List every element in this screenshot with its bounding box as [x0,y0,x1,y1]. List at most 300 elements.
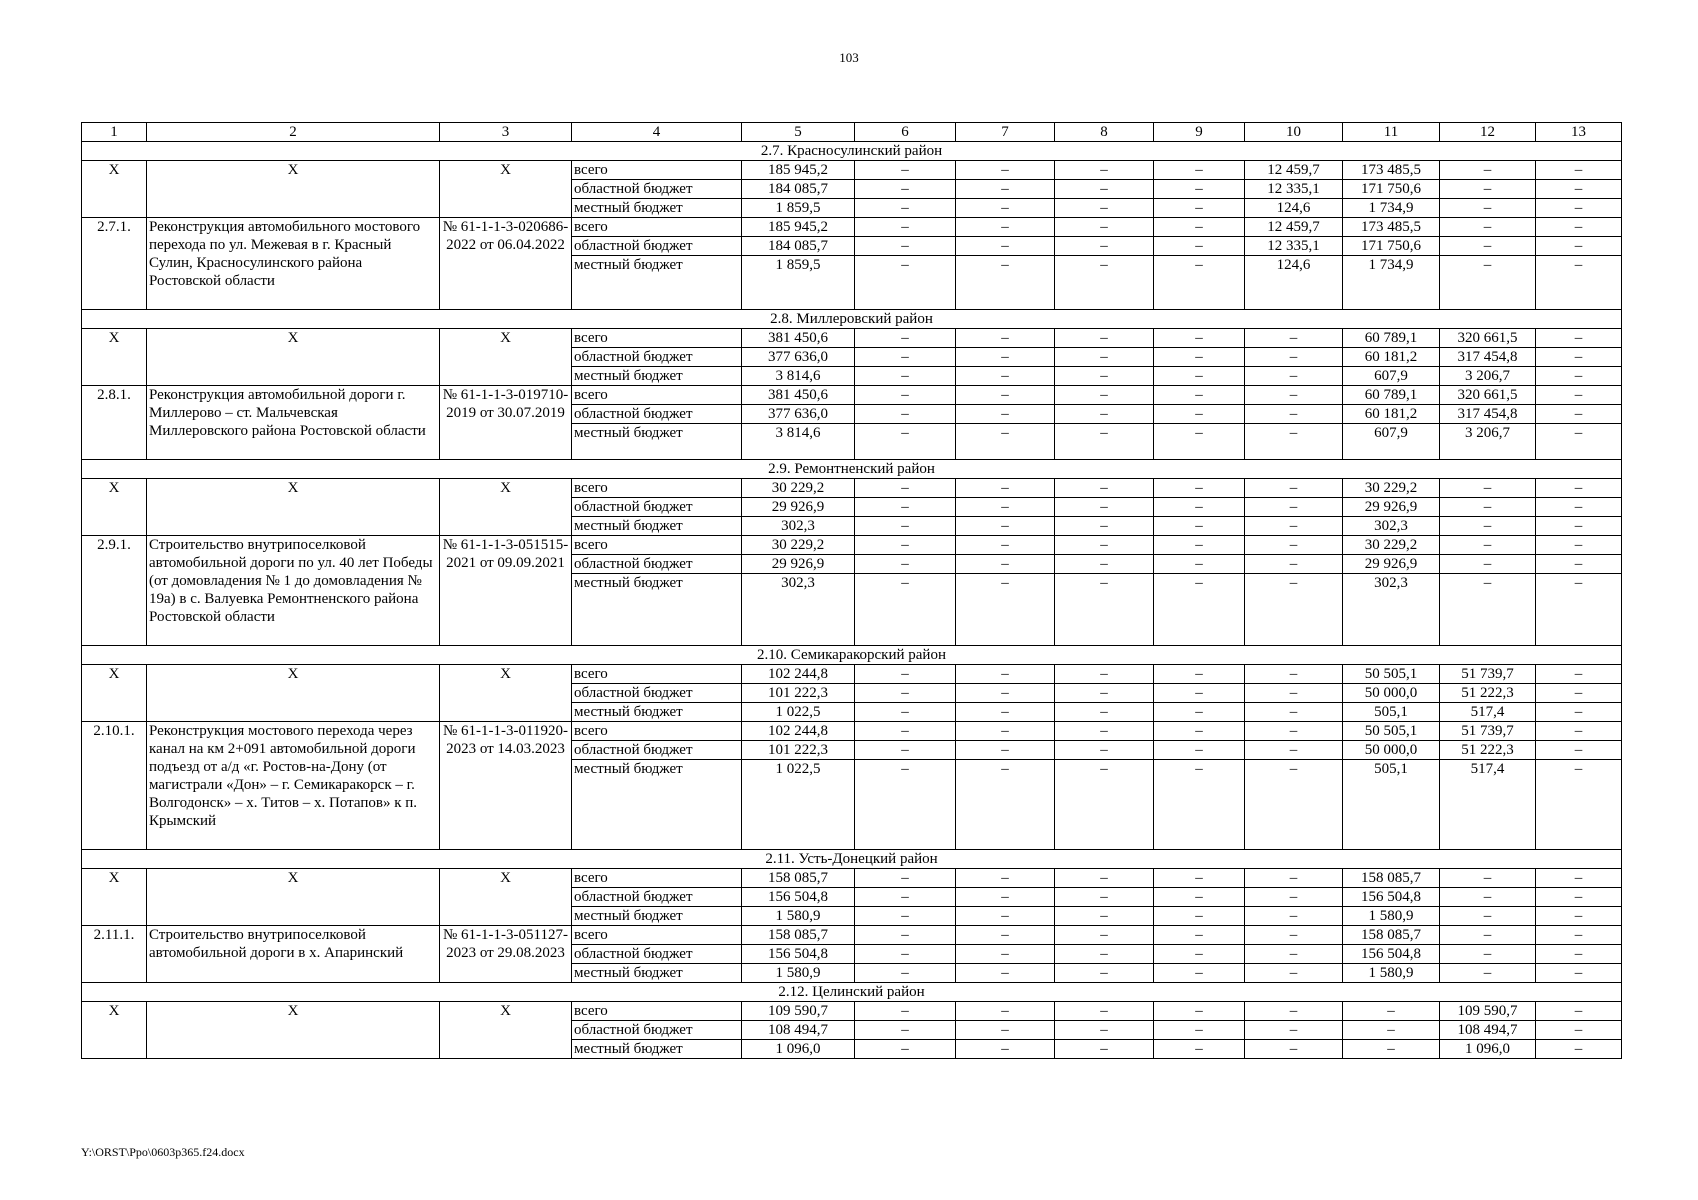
funding-source-label: областной бюджет [572,237,742,256]
empty-value-dash: – [855,386,956,405]
empty-value-dash: – [1154,479,1245,498]
empty-value-dash: – [1343,1002,1440,1021]
empty-value-dash: – [1154,1021,1245,1040]
empty-value-dash: – [1440,256,1536,310]
section-title: 2.11. Усть-Донецкий район [82,850,1622,869]
funding-source-label: местный бюджет [572,256,742,310]
empty-value-dash: – [1536,760,1622,850]
empty-value-dash: – [1055,907,1154,926]
amount-cell: 607,9 [1343,424,1440,460]
empty-value-dash: – [1536,180,1622,199]
empty-value-dash: – [1536,329,1622,348]
amount-cell: 302,3 [1343,517,1440,536]
funding-source-label: местный бюджет [572,574,742,646]
section-title: 2.7. Красносулинский район [82,142,1622,161]
total-row [82,665,1622,684]
empty-value-dash: – [1440,218,1536,237]
amount-cell: 102 244,8 [742,665,855,684]
empty-value-dash: – [1055,498,1154,517]
empty-value-dash: – [956,218,1055,237]
empty-value-dash: – [956,888,1055,907]
empty-value-dash: – [1536,237,1622,256]
empty-value-dash: – [956,945,1055,964]
empty-value-dash: – [956,703,1055,722]
empty-value-dash: – [1154,424,1245,460]
total-marker: X [82,479,147,536]
empty-value-dash: – [1536,405,1622,424]
funding-source-label: областной бюджет [572,684,742,703]
funding-source-label: местный бюджет [572,964,742,983]
amount-cell: 607,9 [1343,367,1440,386]
amount-cell: 1 022,5 [742,760,855,850]
empty-value-dash: – [1055,945,1154,964]
empty-value-dash: – [1154,329,1245,348]
empty-value-dash: – [1154,703,1245,722]
empty-value-dash: – [1154,869,1245,888]
empty-value-dash: – [1343,1021,1440,1040]
item-name: Строительство внутрипоселковой автомобильной дороги в х. Апаринский [147,926,440,983]
amount-cell: 1 096,0 [1440,1040,1536,1059]
section-row [82,142,1622,161]
empty-value-dash: – [956,479,1055,498]
amount-cell: 156 504,8 [1343,945,1440,964]
empty-value-dash: – [1055,555,1154,574]
empty-value-dash: – [855,722,956,741]
empty-value-dash: – [1055,367,1154,386]
empty-value-dash: – [1055,703,1154,722]
empty-value-dash: – [855,405,956,424]
empty-value-dash: – [1154,199,1245,218]
empty-value-dash: – [1440,869,1536,888]
empty-value-dash: – [956,237,1055,256]
empty-value-dash: – [1245,348,1343,367]
empty-value-dash: – [1245,386,1343,405]
empty-value-dash: – [1055,665,1154,684]
item-number: 2.11.1. [82,926,147,983]
empty-value-dash: – [1536,945,1622,964]
empty-value-dash: – [956,348,1055,367]
item-number: 2.7.1. [82,218,147,310]
amount-cell: 158 085,7 [1343,869,1440,888]
amount-cell: 1 734,9 [1343,199,1440,218]
empty-value-dash: – [855,348,956,367]
amount-cell: 1 580,9 [742,964,855,983]
empty-value-dash: – [1245,479,1343,498]
empty-value-dash: – [1154,405,1245,424]
total-marker: X [440,479,572,536]
empty-value-dash: – [1536,741,1622,760]
funding-source-label: местный бюджет [572,367,742,386]
funding-source-label: всего [572,665,742,684]
amount-cell: 1 734,9 [1343,256,1440,310]
amount-cell: 60 181,2 [1343,348,1440,367]
empty-value-dash: – [855,517,956,536]
amount-cell: 381 450,6 [742,329,855,348]
column-number: 10 [1245,123,1343,142]
column-number: 6 [855,123,956,142]
empty-value-dash: – [1440,574,1536,646]
funding-source-label: местный бюджет [572,424,742,460]
empty-value-dash: – [1440,498,1536,517]
empty-value-dash: – [1245,703,1343,722]
amount-cell: 184 085,7 [742,237,855,256]
empty-value-dash: – [1154,945,1245,964]
empty-value-dash: – [1055,218,1154,237]
empty-value-dash: – [855,869,956,888]
empty-value-dash: – [1055,684,1154,703]
section-row [82,460,1622,479]
amount-cell: 12 459,7 [1245,161,1343,180]
empty-value-dash: – [1154,237,1245,256]
funding-source-label: областной бюджет [572,888,742,907]
amount-cell: 171 750,6 [1343,180,1440,199]
empty-value-dash: – [1055,1040,1154,1059]
amount-cell: 50 505,1 [1343,722,1440,741]
empty-value-dash: – [1154,665,1245,684]
empty-value-dash: – [1055,536,1154,555]
empty-value-dash: – [1536,1040,1622,1059]
amount-cell: 317 454,8 [1440,348,1536,367]
section-title: 2.10. Семикаракорский район [82,646,1622,665]
column-number: 7 [956,123,1055,142]
funding-source-label: всего [572,386,742,405]
amount-cell: 173 485,5 [1343,161,1440,180]
amount-cell: 156 504,8 [742,888,855,907]
empty-value-dash: – [956,405,1055,424]
amount-cell: 1 859,5 [742,199,855,218]
empty-value-dash: – [1154,574,1245,646]
funding-source-label: областной бюджет [572,180,742,199]
empty-value-dash: – [855,945,956,964]
empty-value-dash: – [855,424,956,460]
total-row [82,869,1622,888]
empty-value-dash: – [956,1021,1055,1040]
amount-cell: 1 580,9 [742,907,855,926]
empty-value-dash: – [1245,722,1343,741]
empty-value-dash: – [956,517,1055,536]
empty-value-dash: – [1245,574,1343,646]
amount-cell: 158 085,7 [1343,926,1440,945]
document-number: № 61-1-1-3-051127-2023 от 29.08.2023 [440,926,572,983]
item-name: Реконструкция автомобильного мостового перехода по ул. Межевая в г. Красный Сулин, Красносулинского района Ростовской области [147,218,440,310]
empty-value-dash: – [1245,498,1343,517]
empty-value-dash: – [1154,926,1245,945]
amount-cell: 29 926,9 [742,498,855,517]
total-marker: X [147,665,440,722]
column-number: 3 [440,123,572,142]
amount-cell: 302,3 [742,517,855,536]
funding-source-label: всего [572,479,742,498]
empty-value-dash: – [855,1040,956,1059]
amount-cell: 156 504,8 [1343,888,1440,907]
empty-value-dash: – [1245,760,1343,850]
empty-value-dash: – [1536,199,1622,218]
empty-value-dash: – [1055,1021,1154,1040]
empty-value-dash: – [1536,684,1622,703]
total-row [82,161,1622,180]
empty-value-dash: – [855,329,956,348]
total-row [82,329,1622,348]
amount-cell: 12 459,7 [1245,218,1343,237]
amount-cell: 30 229,2 [1343,479,1440,498]
empty-value-dash: – [1245,555,1343,574]
empty-value-dash: – [1245,517,1343,536]
amount-cell: 171 750,6 [1343,237,1440,256]
amount-cell: 50 505,1 [1343,665,1440,684]
empty-value-dash: – [1055,741,1154,760]
funding-source-label: местный бюджет [572,703,742,722]
empty-value-dash: – [855,199,956,218]
empty-value-dash: – [1536,703,1622,722]
empty-value-dash: – [1154,1002,1245,1021]
funding-source-label: всего [572,926,742,945]
empty-value-dash: – [855,741,956,760]
empty-value-dash: – [855,536,956,555]
funding-source-label: областной бюджет [572,741,742,760]
empty-value-dash: – [956,424,1055,460]
item-name: Строительство внутрипоселковой автомобильной дороги по ул. 40 лет Победы (от домовладения № 1 до домовладения № 19а) в с. Валуевка Ремонтненского района Ростовской области [147,536,440,646]
section-row [82,983,1622,1002]
section-title: 2.12. Целинский район [82,983,1622,1002]
total-marker: X [440,329,572,386]
empty-value-dash: – [956,199,1055,218]
total-marker: X [82,1002,147,1059]
empty-value-dash: – [956,869,1055,888]
amount-cell: 3 814,6 [742,367,855,386]
empty-value-dash: – [956,1002,1055,1021]
amount-cell: 60 181,2 [1343,405,1440,424]
empty-value-dash: – [855,665,956,684]
empty-value-dash: – [1154,161,1245,180]
empty-value-dash: – [1536,498,1622,517]
section-row [82,850,1622,869]
empty-value-dash: – [1245,869,1343,888]
empty-value-dash: – [855,218,956,237]
empty-value-dash: – [1055,161,1154,180]
empty-value-dash: – [956,1040,1055,1059]
item-number: 2.8.1. [82,386,147,460]
amount-cell: 377 636,0 [742,348,855,367]
empty-value-dash: – [1154,741,1245,760]
empty-value-dash: – [1055,180,1154,199]
empty-value-dash: – [1245,1040,1343,1059]
empty-value-dash: – [1055,329,1154,348]
empty-value-dash: – [1154,888,1245,907]
empty-value-dash: – [1245,945,1343,964]
empty-value-dash: – [855,367,956,386]
empty-value-dash: – [855,555,956,574]
column-number: 8 [1055,123,1154,142]
empty-value-dash: – [855,180,956,199]
funding-source-label: областной бюджет [572,405,742,424]
amount-cell: 302,3 [1343,574,1440,646]
amount-cell: 3 206,7 [1440,424,1536,460]
amount-cell: 30 229,2 [1343,536,1440,555]
amount-cell: 1 580,9 [1343,964,1440,983]
empty-value-dash: – [855,237,956,256]
empty-value-dash: – [956,964,1055,983]
empty-value-dash: – [1055,760,1154,850]
amount-cell: 320 661,5 [1440,386,1536,405]
total-marker: X [82,869,147,926]
column-number: 4 [572,123,742,142]
empty-value-dash: – [1536,555,1622,574]
empty-value-dash: – [956,574,1055,646]
empty-value-dash: – [1245,1002,1343,1021]
empty-value-dash: – [1154,180,1245,199]
amount-cell: 109 590,7 [742,1002,855,1021]
total-marker: X [147,161,440,218]
empty-value-dash: – [1154,498,1245,517]
empty-value-dash: – [956,555,1055,574]
amount-cell: 51 739,7 [1440,722,1536,741]
amount-cell: 3 814,6 [742,424,855,460]
amount-cell: 517,4 [1440,760,1536,850]
empty-value-dash: – [855,161,956,180]
empty-value-dash: – [1055,199,1154,218]
amount-cell: 124,6 [1245,199,1343,218]
empty-value-dash: – [1536,1002,1622,1021]
empty-value-dash: – [1055,722,1154,741]
total-marker: X [82,665,147,722]
empty-value-dash: – [1440,964,1536,983]
funding-source-label: местный бюджет [572,199,742,218]
column-number: 2 [147,123,440,142]
empty-value-dash: – [1055,237,1154,256]
empty-value-dash: – [1440,479,1536,498]
empty-value-dash: – [1245,329,1343,348]
amount-cell: 12 335,1 [1245,180,1343,199]
empty-value-dash: – [1245,367,1343,386]
item-number: 2.9.1. [82,536,147,646]
funding-source-label: всего [572,161,742,180]
empty-value-dash: – [1055,405,1154,424]
empty-value-dash: – [1154,218,1245,237]
column-number: 9 [1154,123,1245,142]
empty-value-dash: – [1245,741,1343,760]
empty-value-dash: – [956,498,1055,517]
empty-value-dash: – [1245,907,1343,926]
amount-cell: 320 661,5 [1440,329,1536,348]
empty-value-dash: – [1154,760,1245,850]
empty-value-dash: – [1536,256,1622,310]
funding-source-label: всего [572,722,742,741]
amount-cell: 108 494,7 [1440,1021,1536,1040]
empty-value-dash: – [1154,907,1245,926]
total-marker: X [147,869,440,926]
amount-cell: 12 335,1 [1245,237,1343,256]
empty-value-dash: – [1440,237,1536,256]
empty-value-dash: – [1245,1021,1343,1040]
total-row [82,1002,1622,1021]
amount-cell: 50 000,0 [1343,741,1440,760]
amount-cell: 317 454,8 [1440,405,1536,424]
column-number: 11 [1343,123,1440,142]
empty-value-dash: – [1440,180,1536,199]
funding-source-label: всего [572,218,742,237]
document-number: № 61-1-1-3-019710-2019 от 30.07.2019 [440,386,572,460]
funding-source-label: всего [572,1002,742,1021]
section-title: 2.8. Миллеровский район [82,310,1622,329]
empty-value-dash: – [855,703,956,722]
empty-value-dash: – [855,256,956,310]
empty-value-dash: – [956,760,1055,850]
section-row [82,646,1622,665]
total-marker: X [82,161,147,218]
empty-value-dash: – [1055,869,1154,888]
empty-value-dash: – [956,741,1055,760]
header-row [82,123,1622,142]
empty-value-dash: – [855,684,956,703]
footer-file-path: Y:\ORST\Ppo\0603p365.f24.docx [81,1145,245,1159]
empty-value-dash: – [1154,722,1245,741]
empty-value-dash: – [855,760,956,850]
empty-value-dash: – [1440,888,1536,907]
amount-cell: 101 222,3 [742,684,855,703]
empty-value-dash: – [1055,348,1154,367]
amount-cell: 108 494,7 [742,1021,855,1040]
empty-value-dash: – [855,907,956,926]
amount-cell: 156 504,8 [742,945,855,964]
empty-value-dash: – [1245,926,1343,945]
empty-value-dash: – [1440,907,1536,926]
empty-value-dash: – [1536,888,1622,907]
empty-value-dash: – [956,665,1055,684]
empty-value-dash: – [1536,964,1622,983]
empty-value-dash: – [1154,367,1245,386]
amount-cell: 124,6 [1245,256,1343,310]
amount-cell: 185 945,2 [742,218,855,237]
amount-cell: 517,4 [1440,703,1536,722]
item-row [82,218,1622,237]
funding-source-label: областной бюджет [572,945,742,964]
empty-value-dash: – [956,536,1055,555]
document-number: № 61-1-1-3-011920-2023 от 14.03.2023 [440,722,572,850]
empty-value-dash: – [1245,536,1343,555]
empty-value-dash: – [956,386,1055,405]
amount-cell: 51 222,3 [1440,684,1536,703]
empty-value-dash: – [855,1021,956,1040]
item-number: 2.10.1. [82,722,147,850]
empty-value-dash: – [1055,964,1154,983]
empty-value-dash: – [1154,684,1245,703]
amount-cell: 377 636,0 [742,405,855,424]
funding-source-label: областной бюджет [572,1021,742,1040]
amount-cell: 30 229,2 [742,536,855,555]
item-row [82,926,1622,945]
column-number: 12 [1440,123,1536,142]
empty-value-dash: – [855,926,956,945]
empty-value-dash: – [1245,964,1343,983]
amount-cell: 184 085,7 [742,180,855,199]
empty-value-dash: – [1536,517,1622,536]
amount-cell: 50 000,0 [1343,684,1440,703]
empty-value-dash: – [1536,218,1622,237]
empty-value-dash: – [1440,926,1536,945]
total-marker: X [440,1002,572,1059]
funding-source-label: областной бюджет [572,555,742,574]
total-marker: X [147,329,440,386]
empty-value-dash: – [956,926,1055,945]
empty-value-dash: – [1055,926,1154,945]
empty-value-dash: – [1440,199,1536,218]
empty-value-dash: – [1055,574,1154,646]
empty-value-dash: – [1245,424,1343,460]
empty-value-dash: – [1154,256,1245,310]
empty-value-dash: – [956,367,1055,386]
empty-value-dash: – [855,574,956,646]
amount-cell: 109 590,7 [1440,1002,1536,1021]
